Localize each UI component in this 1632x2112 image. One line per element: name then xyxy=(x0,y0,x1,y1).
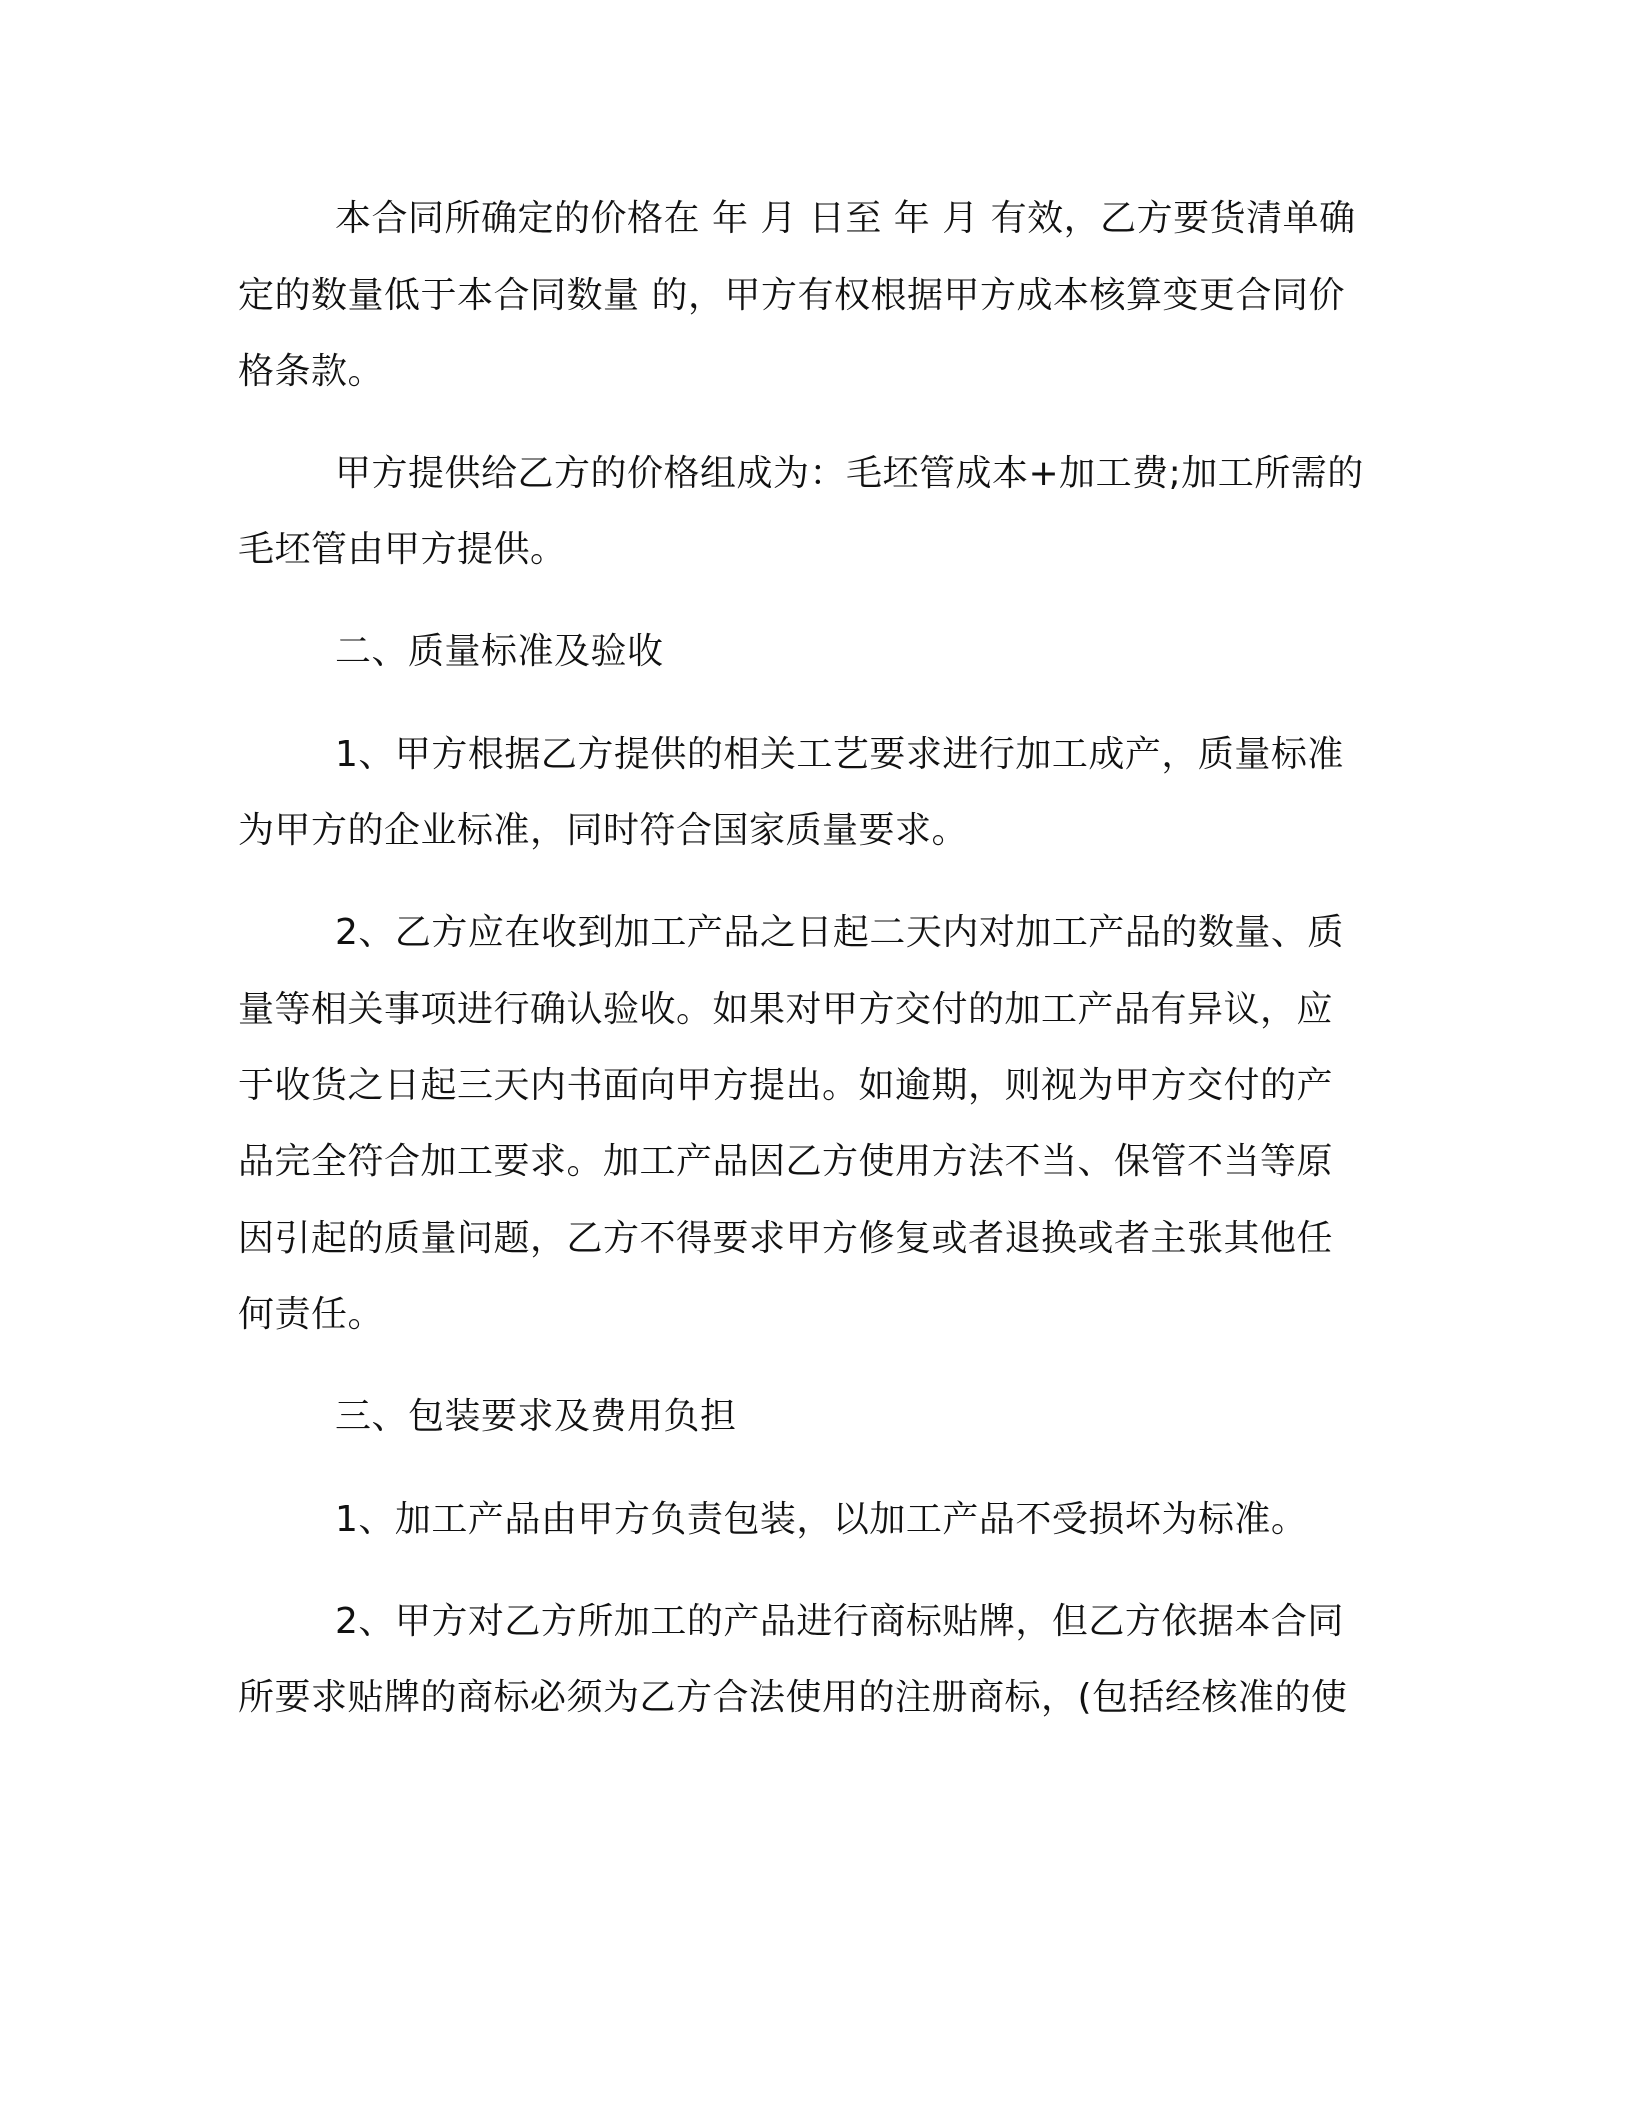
paragraph-price-validity-line-3: 格条款。 xyxy=(238,351,385,392)
section-heading-quality-standards: 二、质量标准及验收 xyxy=(335,631,664,672)
section-2-item-1-line-2: 为甲方的企业标准，同时符合国家质量要求。 xyxy=(238,810,969,851)
section-2-item-2-line-3: 于收货之日起三天内书面向甲方提出。如逾期，则视为甲方交付的产 xyxy=(238,1065,1334,1106)
section-2-item-2-line-6: 何责任。 xyxy=(238,1294,385,1335)
paragraph-price-composition-line-1: 甲方提供给乙方的价格组成为：毛坯管成本+加工费;加工所需的 xyxy=(335,453,1364,494)
section-2-item-2-line-4: 品完全符合加工要求。加工产品因乙方使用方法不当、保管不当等原 xyxy=(238,1141,1334,1182)
paragraph-price-validity-line-2: 定的数量低于本合同数量 的，甲方有权根据甲方成本核算变更合同价 xyxy=(238,275,1345,316)
paragraph-price-validity-line-1: 本合同所确定的价格在 年 月 日至 年 月 有效，乙方要货清单确 xyxy=(335,198,1356,239)
paragraph-price-composition-line-2: 毛坯管由甲方提供。 xyxy=(238,529,567,570)
section-3-item-2-line-1: 2、甲方对乙方所加工的产品进行商标贴牌，但乙方依据本合同 xyxy=(335,1601,1344,1642)
section-2-item-1-line-1: 1、甲方根据乙方提供的相关工艺要求进行加工成产，质量标准 xyxy=(335,734,1344,775)
section-heading-packaging: 三、包装要求及费用负担 xyxy=(335,1396,737,1437)
section-3-item-1-line-1: 1、加工产品由甲方负责包装，以加工产品不受损坏为标准。 xyxy=(335,1499,1308,1540)
section-2-item-2-line-1: 2、乙方应在收到加工产品之日起二天内对加工产品的数量、质 xyxy=(335,912,1344,953)
section-2-item-2-line-2: 量等相关事项进行确认验收。如果对甲方交付的加工产品有异议，应 xyxy=(238,989,1334,1030)
section-2-item-2-line-5: 因引起的质量问题，乙方不得要求甲方修复或者退换或者主张其他任 xyxy=(238,1218,1334,1259)
section-3-item-2-line-2: 所要求贴牌的商标必须为乙方合法使用的注册商标，(包括经核准的使 xyxy=(238,1677,1348,1718)
